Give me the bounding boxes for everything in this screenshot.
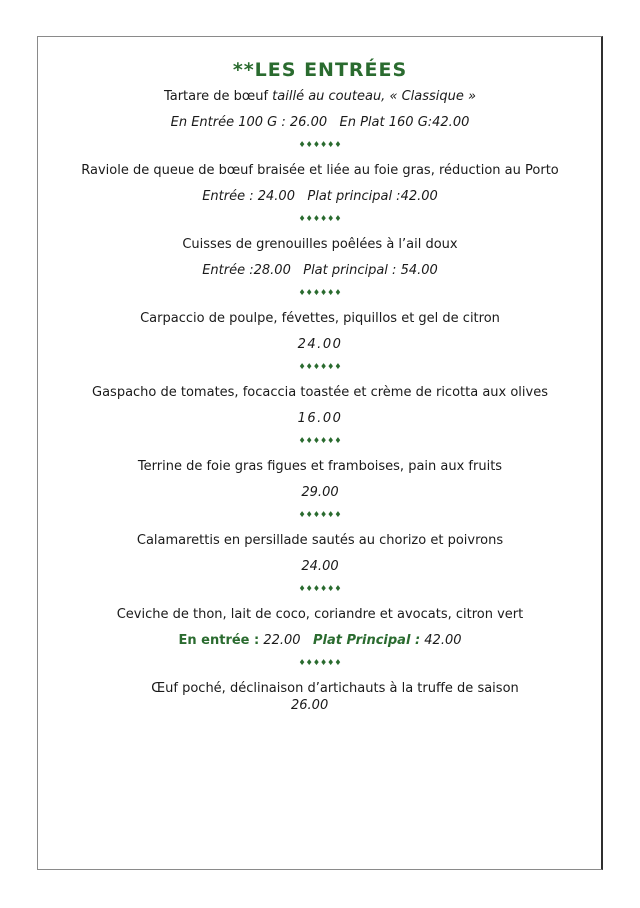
diamond-separator: ♦♦♦♦♦♦ bbox=[298, 362, 342, 371]
diamond-separator: ♦♦♦♦♦♦ bbox=[298, 510, 342, 519]
dish-price: 26.00 bbox=[291, 698, 329, 713]
dish-name-italic: taillé au couteau, « Classique » bbox=[272, 89, 477, 104]
dish-item bbox=[37, 532, 603, 576]
dish-item bbox=[37, 384, 603, 428]
dish-price: 29.00 bbox=[301, 485, 339, 500]
dish-name: Carpaccio de poulpe, févettes, piquillos et gel de citron bbox=[140, 311, 500, 326]
dish-name: Raviole de queue de bœuf braisée et liée au foie gras, réduction au Porto bbox=[81, 163, 559, 178]
dish-price: Entrée :28.00 Plat principal : 54.00 bbox=[202, 263, 438, 278]
price-value-entree: 22.00 bbox=[259, 633, 313, 648]
dish-price bbox=[37, 632, 603, 650]
dish-item bbox=[37, 458, 603, 502]
diamond-separator: ♦♦♦♦♦♦ bbox=[298, 288, 342, 297]
price-value-plat: 42.00 bbox=[420, 633, 462, 648]
dish-price: Entrée : 24.00 Plat principal :42.00 bbox=[202, 189, 438, 204]
dish-price: 24.00 bbox=[297, 337, 343, 352]
dish-item bbox=[37, 162, 603, 206]
dish-name: Ceviche de thon, lait de coco, coriandre et avocats, citron vert bbox=[116, 607, 524, 622]
dish-price: 16.00 bbox=[297, 411, 343, 426]
diamond-separator: ♦♦♦♦♦♦ bbox=[298, 140, 342, 149]
menu-section bbox=[37, 55, 603, 714]
dish-item bbox=[37, 310, 603, 354]
diamond-separator: ♦♦♦♦♦♦ bbox=[298, 584, 342, 593]
dish-price: 24.00 bbox=[301, 559, 339, 574]
price-label-plat: Plat Principal : bbox=[312, 633, 421, 648]
dish-item bbox=[37, 88, 603, 132]
diamond-separator: ♦♦♦♦♦♦ bbox=[298, 436, 342, 445]
dish-item bbox=[37, 606, 603, 650]
diamond-separator: ♦♦♦♦♦♦ bbox=[298, 658, 342, 667]
dish-name: Cuisses de grenouilles poêlées à l’ail doux bbox=[182, 237, 458, 252]
section-title: **LES ENTRÉES bbox=[232, 59, 408, 81]
dish-name: Calamarettis en persillade sautés au chorizo et poivrons bbox=[136, 533, 504, 548]
dish-name bbox=[37, 88, 603, 106]
dish-item bbox=[37, 680, 603, 714]
dish-name: Gaspacho de tomates, focaccia toastée et crème de ricotta aux olives bbox=[92, 385, 548, 400]
dish-item bbox=[37, 236, 603, 280]
diamond-separator: ♦♦♦♦♦♦ bbox=[298, 214, 342, 223]
dish-name: Terrine de foie gras figues et framboises, pain aux fruits bbox=[137, 459, 503, 474]
dish-name-plain: Tartare de bœuf bbox=[163, 89, 273, 104]
dish-price: En Entrée 100 G : 26.00 En Plat 160 G:42.00 bbox=[170, 115, 470, 130]
price-label-entree: En entrée : bbox=[178, 633, 260, 648]
dish-name: Œuf poché, déclinaison d’artichauts à la truffe de saison bbox=[151, 681, 519, 696]
